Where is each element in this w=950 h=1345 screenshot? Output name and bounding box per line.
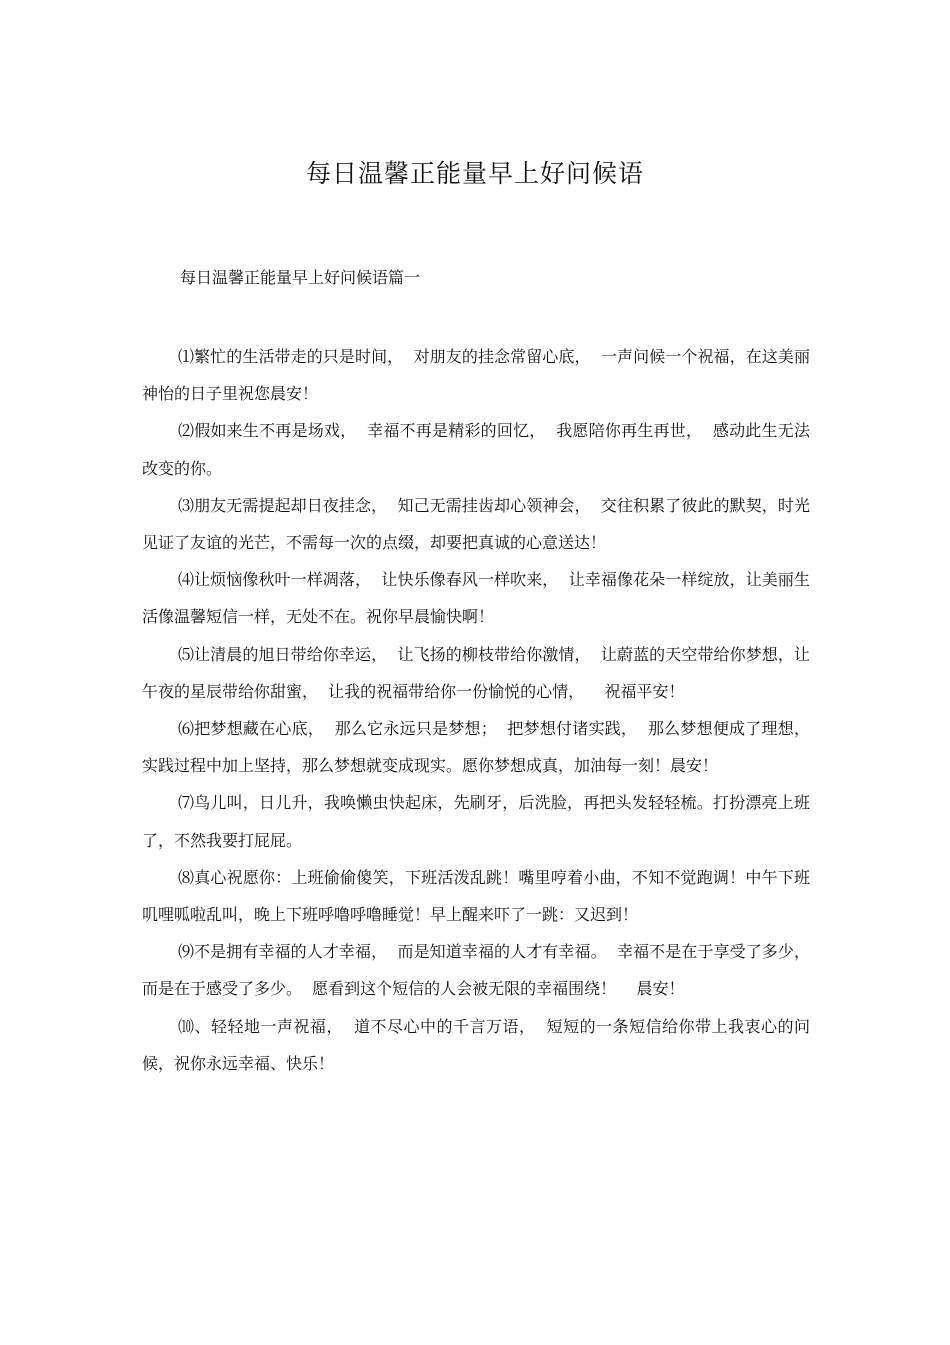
document-body [142,338,821,1082]
section-heading: 每日温馨正能量早上好问候语篇一 [180,268,421,287]
greeting-paragraph-4: ⑷让烦恼像秋叶一样凋落， 让快乐像春风一样吹来， 让幸福像花朵一样绽放，让美丽生活像温馨短信一样，无处不在。祝你早晨愉快啊！ [142,570,810,627]
document-title: 每日温馨正能量早上好问候语 [305,159,644,188]
greeting-paragraph-6: ⑹把梦想藏在心底， 那么它永远只是梦想； 把梦想付诸实践， 那么梦想便成了理想，实践过程中加上坚持，那么梦想就变成现实。愿你梦想成真，加油每一刻！晨安！ [142,719,810,776]
greeting-paragraph-9: ⑼不是拥有幸福的人才幸福， 而是知道幸福的人才有幸福。 幸福不是在于享受了多少， 而是在于感受了多少。 愿看到这个短信的人会被无限的幸福围绕！ 晨安！ [142,942,821,999]
greeting-paragraph-5: ⑸让清晨的旭日带给你幸运， 让飞扬的柳枝带给你激情， 让蔚蓝的天空带给你梦想，让午夜的星辰带给你甜蜜， 让我的祝福带给你一份愉悦的心情， 祝福平安！ [142,644,810,701]
greeting-paragraph-1: ⑴繁忙的生活带走的只是时间， 对朋友的挂念常留心底， 一声问候一个祝福，在这美丽神怡的日子里祝您晨安！ [142,347,810,404]
greeting-paragraph-10: ⑽、轻轻地一声祝福， 道不尽心中的千言万语， 短短的一条短信给你带上我衷心的问候，祝你永远幸福、快乐！ [142,1016,810,1073]
greeting-paragraph-2: ⑵假如来生不再是场戏， 幸福不再是精彩的回忆， 我愿陪你再生再世， 感动此生无法改变的你。 [142,421,810,478]
greeting-paragraph-3: ⑶朋友无需提起却日夜挂念， 知己无需挂齿却心领神会， 交往积累了彼此的默契，时光见证了友谊的光芒，不需每一次的点缀，却要把真诚的心意送达！ [142,495,810,553]
greeting-paragraph-7: ⑺鸟儿叫，日儿升，我唤懒虫快起床，先刷牙，后洗脸，再把头发轻轻梳。打扮漂亮上班了，不然我要打屁屁。 [142,793,810,850]
greeting-paragraph-8: ⑻真心祝愿你：上班偷偷傻笑，下班活泼乱跳！嘴里哼着小曲，不知不觉跑调！中午下班叽哩呱啦乱叫，晚上下班呼噜呼噜睡觉！早上醒来吓了一跳：又迟到！ [142,867,810,925]
